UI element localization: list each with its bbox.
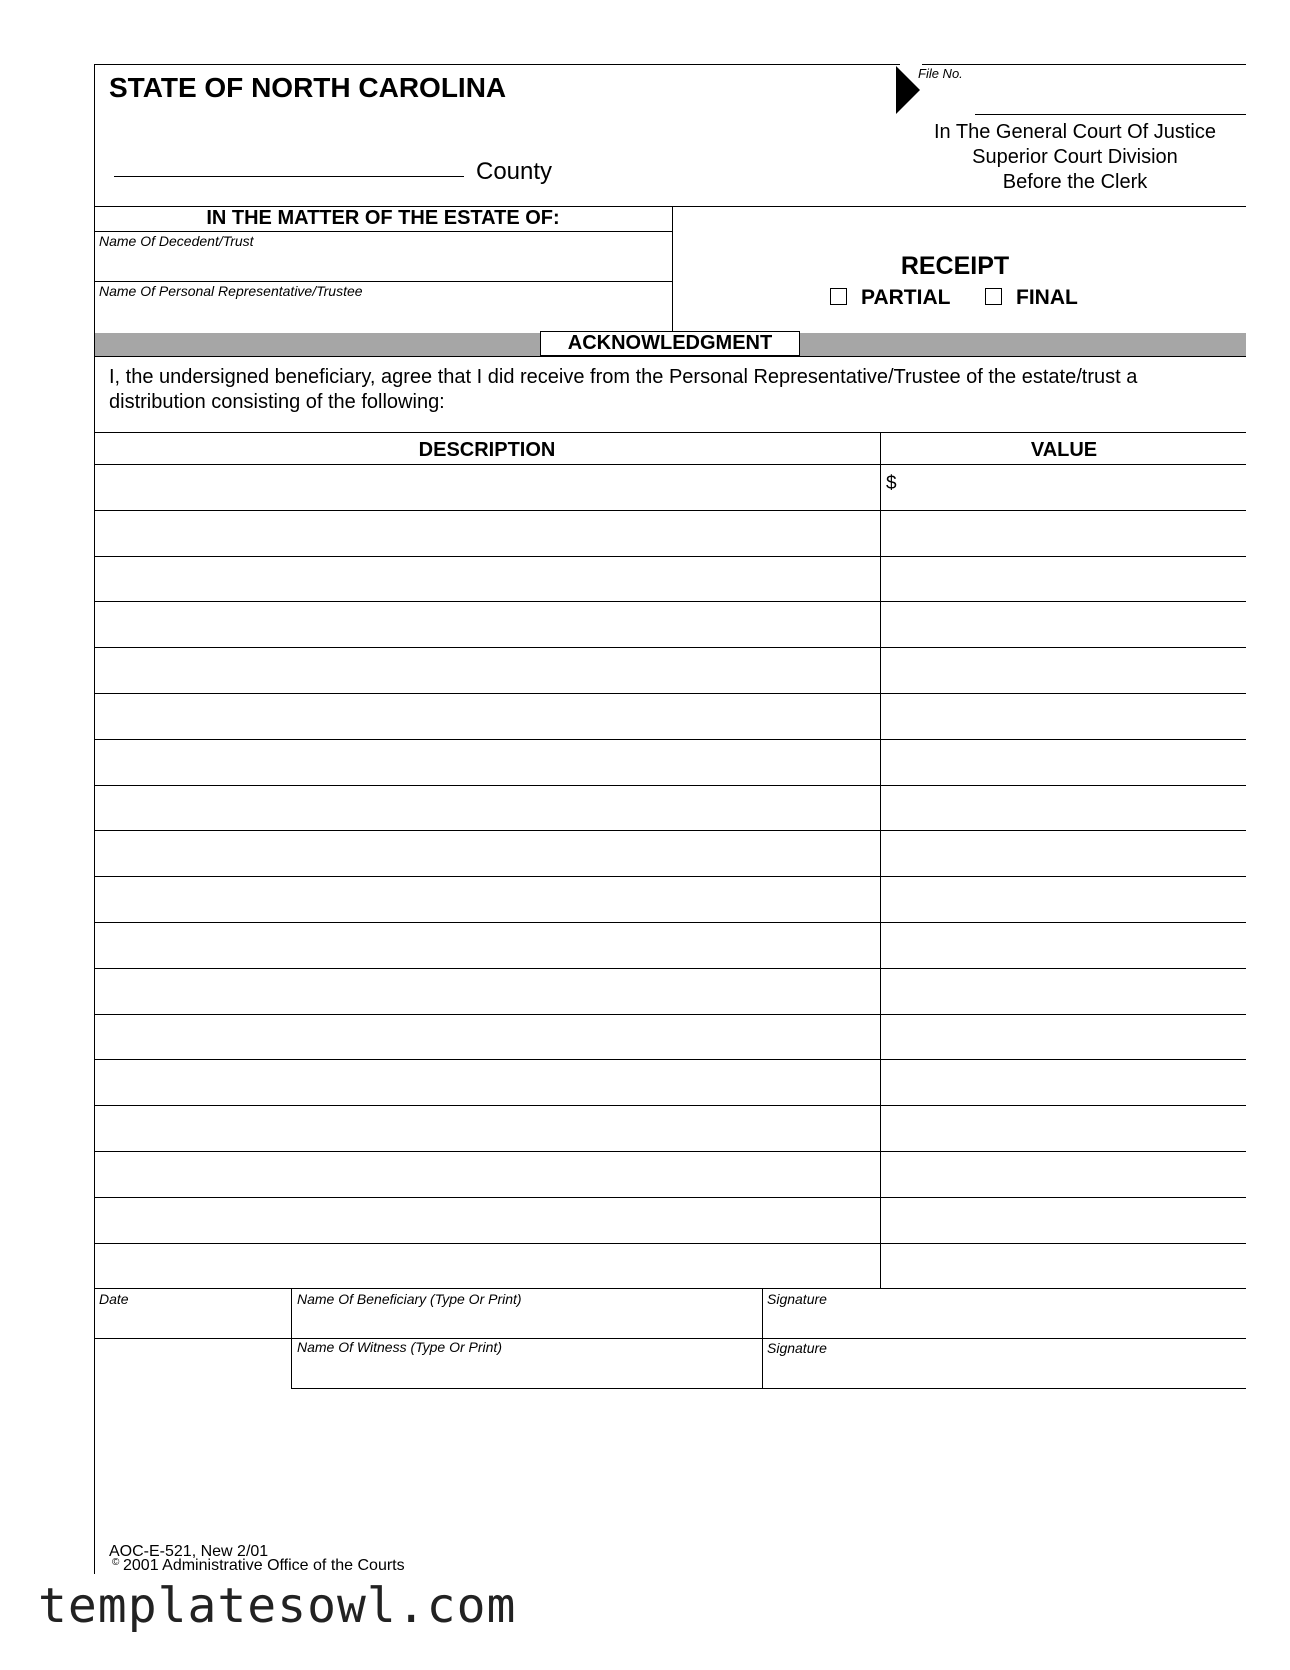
value-cell[interactable] xyxy=(884,832,1244,874)
file-no-label: File No. xyxy=(918,66,963,81)
final-label: FINAL xyxy=(1016,286,1078,309)
signature-label-1: Signature xyxy=(767,1291,827,1307)
decedent-underline xyxy=(94,281,672,282)
table-row-line xyxy=(94,968,1246,969)
table-row-line xyxy=(94,876,1246,877)
receipt-title: RECEIPT xyxy=(900,252,1010,280)
description-cell[interactable] xyxy=(96,832,878,874)
value-cell[interactable] xyxy=(884,603,1244,645)
beneficiary-signature-input[interactable] xyxy=(765,1308,1245,1337)
court-line-2: Superior Court Division xyxy=(972,146,1178,168)
table-row-line xyxy=(94,1014,1246,1015)
date-input[interactable] xyxy=(96,1308,290,1337)
value-cell[interactable] xyxy=(884,695,1244,737)
form-top-border xyxy=(94,64,900,65)
final-checkbox[interactable] xyxy=(985,288,1002,305)
court-info xyxy=(905,120,1245,195)
table-row-line xyxy=(94,739,1246,740)
value-header: VALUE xyxy=(1030,439,1098,461)
value-cell[interactable] xyxy=(884,1245,1244,1287)
currency-symbol: $ xyxy=(886,473,897,494)
witness-name-label: Name Of Witness (Type Or Print) xyxy=(297,1339,502,1355)
value-cell[interactable] xyxy=(884,1016,1244,1058)
ack-bar-left xyxy=(95,333,540,356)
description-cell[interactable] xyxy=(96,1245,878,1287)
description-cell[interactable] xyxy=(96,603,878,645)
description-cell[interactable] xyxy=(96,1061,878,1103)
estate-heading-underline xyxy=(94,231,672,232)
estate-divider xyxy=(672,206,673,332)
description-cell[interactable] xyxy=(96,695,878,737)
description-cell[interactable] xyxy=(96,1016,878,1058)
description-cell[interactable] xyxy=(96,558,878,600)
table-row-line xyxy=(94,647,1246,648)
value-cell[interactable] xyxy=(884,878,1244,920)
estate-heading: IN THE MATTER OF THE ESTATE OF: xyxy=(206,207,560,229)
table-row-line xyxy=(94,785,1246,786)
witness-row-underline xyxy=(291,1388,1246,1389)
value-cell[interactable] xyxy=(884,970,1244,1012)
state-title: STATE OF NORTH CAROLINA xyxy=(109,72,507,103)
value-cell[interactable] xyxy=(884,1199,1244,1241)
date-underline xyxy=(94,1338,291,1339)
table-row-line xyxy=(94,1151,1246,1152)
description-cell[interactable] xyxy=(96,787,878,829)
ack-statement xyxy=(109,365,1137,415)
partial-checkbox[interactable] xyxy=(830,288,847,305)
table-row-line xyxy=(94,510,1246,511)
value-cell[interactable] xyxy=(884,512,1244,554)
table-top-border xyxy=(94,432,1246,433)
description-cell[interactable] xyxy=(96,970,878,1012)
representative-input[interactable] xyxy=(96,300,670,330)
description-cell[interactable] xyxy=(96,1107,878,1149)
decedent-label: Name Of Decedent/Trust xyxy=(99,233,254,249)
witness-name-input[interactable] xyxy=(294,1356,760,1386)
ack-statement-line-2: distribution consisting of the following: xyxy=(109,391,445,413)
table-row-line xyxy=(94,1288,1246,1289)
county-input[interactable] xyxy=(114,150,464,177)
table-row-line xyxy=(94,693,1246,694)
value-cell[interactable] xyxy=(884,558,1244,600)
value-cell[interactable] xyxy=(884,1107,1244,1149)
court-line-3: Before the Clerk xyxy=(1002,171,1148,193)
table-row-line xyxy=(94,830,1246,831)
description-cell[interactable] xyxy=(96,1153,878,1195)
watermark: templatesowl.com xyxy=(38,1578,517,1634)
value-cell[interactable] xyxy=(884,741,1244,783)
value-cell[interactable] xyxy=(884,1153,1244,1195)
representative-label: Name Of Personal Representative/Trustee xyxy=(99,283,363,299)
witness-signature-input[interactable] xyxy=(765,1356,1245,1386)
value-cell[interactable] xyxy=(884,649,1244,691)
ack-bar-right xyxy=(800,333,1246,356)
description-cell[interactable] xyxy=(96,512,878,554)
form-left-border xyxy=(94,64,95,1574)
table-column-divider xyxy=(880,432,881,1288)
value-cell[interactable] xyxy=(884,924,1244,966)
table-row-line xyxy=(94,556,1246,557)
table-row-line xyxy=(94,1243,1246,1244)
value-cell[interactable] xyxy=(884,1061,1244,1103)
description-cell[interactable] xyxy=(96,1199,878,1241)
description-cell[interactable] xyxy=(96,741,878,783)
table-row-line xyxy=(94,1197,1246,1198)
value-cell[interactable] xyxy=(884,466,1244,508)
value-cell[interactable] xyxy=(884,787,1244,829)
ack-statement-line-1: I, the undersigned beneficiary, agree that I did receive from the Personal Representative/Trustee of the estate/trust a xyxy=(109,366,1138,388)
beneficiary-name-label: Name Of Beneficiary (Type Or Print) xyxy=(297,1291,522,1307)
partial-label: PARTIAL xyxy=(861,286,951,309)
table-row-line xyxy=(94,601,1246,602)
table-header-underline xyxy=(94,464,1246,465)
signature-label-2: Signature xyxy=(767,1340,827,1356)
file-no-input[interactable] xyxy=(975,64,1245,114)
table-row-line xyxy=(94,922,1246,923)
beneficiary-name-input[interactable] xyxy=(294,1308,760,1337)
ack-heading: ACKNOWLEDGMENT xyxy=(540,331,800,356)
description-header: DESCRIPTION xyxy=(418,439,556,461)
copyright-symbol: © xyxy=(112,1557,120,1568)
form-number: AOC-E-521, New 2/01 xyxy=(109,1543,269,1560)
court-line-1: In The General Court Of Justice xyxy=(934,121,1216,143)
description-cell[interactable] xyxy=(96,649,878,691)
file-no-underline xyxy=(975,114,1246,115)
ack-bar-bottom xyxy=(94,356,1246,357)
date-label: Date xyxy=(99,1291,129,1307)
description-cell[interactable] xyxy=(96,924,878,966)
decedent-input[interactable] xyxy=(96,250,670,280)
description-cell[interactable] xyxy=(96,878,878,920)
table-row-line xyxy=(94,1105,1246,1106)
table-row-line xyxy=(94,1059,1246,1060)
copyright-text: 2001 Administrative Office of the Courts xyxy=(123,1557,405,1574)
description-cell[interactable] xyxy=(96,466,878,508)
county-label: County xyxy=(476,158,553,185)
